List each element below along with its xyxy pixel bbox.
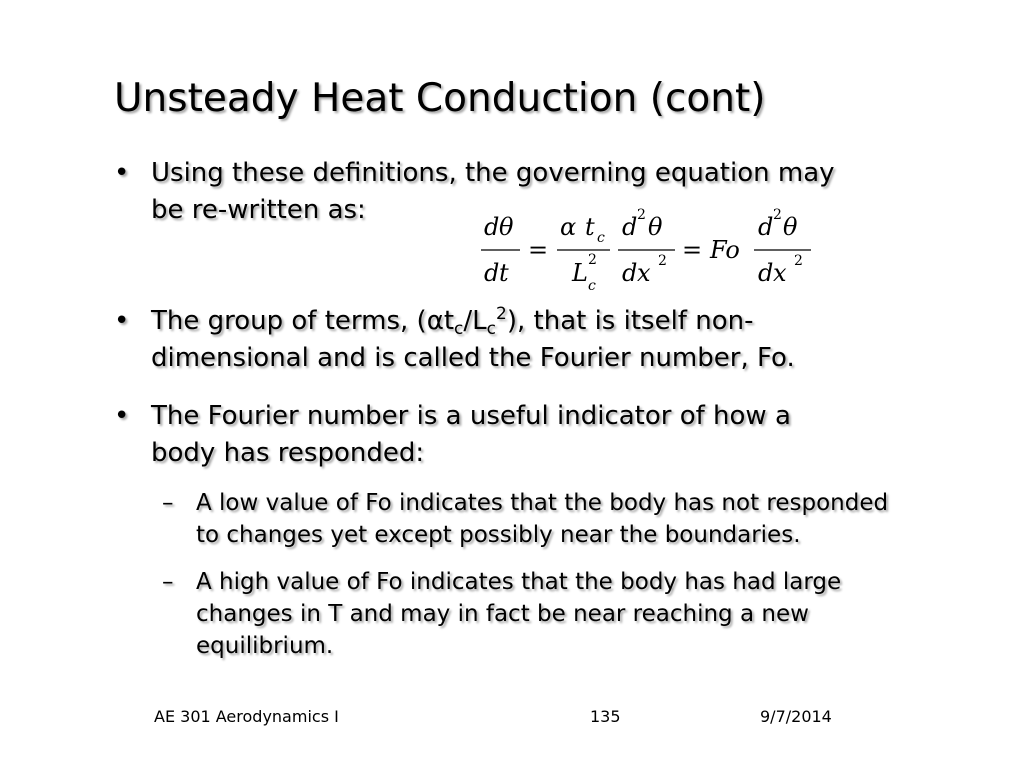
footer-course: AE 301 Aerodynamics I [154,707,339,726]
eq-x: x [773,259,787,287]
dash-marker: – [162,490,174,516]
bullet-line: body has responded: [151,438,425,468]
text-run: t [443,306,455,336]
sub-bullet-line: A low value of Fo indicates that the body has not responded [196,490,889,516]
sub-bullet-line: changes in T and may in fact be near reaching a new [196,601,809,627]
eq-x: x [637,259,651,287]
eq-t: t [585,213,595,241]
eq-d: d [622,213,638,241]
sub-bullet-line: equilibrium. [196,633,334,659]
eq-theta: θ [783,213,798,241]
eq-L: L [572,259,588,287]
bullet-line: dimensional and is called the Fourier number, Fo. [151,343,795,373]
eq-d: d [622,259,638,287]
eq-d: d [758,213,774,241]
bullet-line: be re-written as: [151,195,366,225]
eq-sup-2: 2 [773,207,782,223]
eq-alpha: α [560,213,577,241]
eq-Fo: Fo [710,236,740,264]
bullet-marker: • [114,306,130,336]
slide-title: Unsteady Heat Conduction (cont) [114,76,766,121]
eq-sup-2: 2 [588,252,597,268]
eq-theta: θ [499,213,514,241]
text-run: /L [463,306,487,336]
eq-sup-2: 2 [658,253,667,269]
sub-bullet-low-fo [162,487,996,551]
superscript-2: 2 [496,304,507,324]
subscript-c: c [454,319,464,339]
text-run: ), that is itself non- [506,306,754,336]
eq-d: d [758,259,774,287]
eq-d: d [484,259,500,287]
eq-sup-2: 2 [794,253,803,269]
bullet-marker: • [114,401,130,431]
bullet-fourier-definition [114,303,971,377]
governing-equation [470,198,820,298]
bullet-line: Using these definitions, the governing equation may [151,158,835,188]
alpha-symbol: α [426,306,444,336]
footer-page-number: 135 [590,707,621,726]
eq-t: t [499,259,509,287]
eq-d: d [484,213,500,241]
eq-theta: θ [648,213,663,241]
eq-sub-c: c [597,230,605,246]
bullet-line: The Fourier number is a useful indicator of how a [151,401,791,431]
eq-sub-c: c [588,278,596,294]
text-run: The group of terms, ( [151,306,427,336]
eq-sup-2: 2 [637,207,646,223]
subscript-c: c [486,319,497,339]
sub-bullet-high-fo [162,566,996,662]
sub-bullet-line: to changes yet except possibly near the boundaries. [196,522,801,548]
bullet-fourier-indicator [114,398,971,472]
eq-equals: = [682,236,703,264]
eq-equals: = [528,236,549,264]
bullet-marker: • [114,158,130,188]
bullet-line [151,303,971,340]
footer-date: 9/7/2014 [760,707,832,726]
sub-bullet-line: A high value of Fo indicates that the body has had large [196,569,842,595]
dash-marker: – [162,569,174,595]
